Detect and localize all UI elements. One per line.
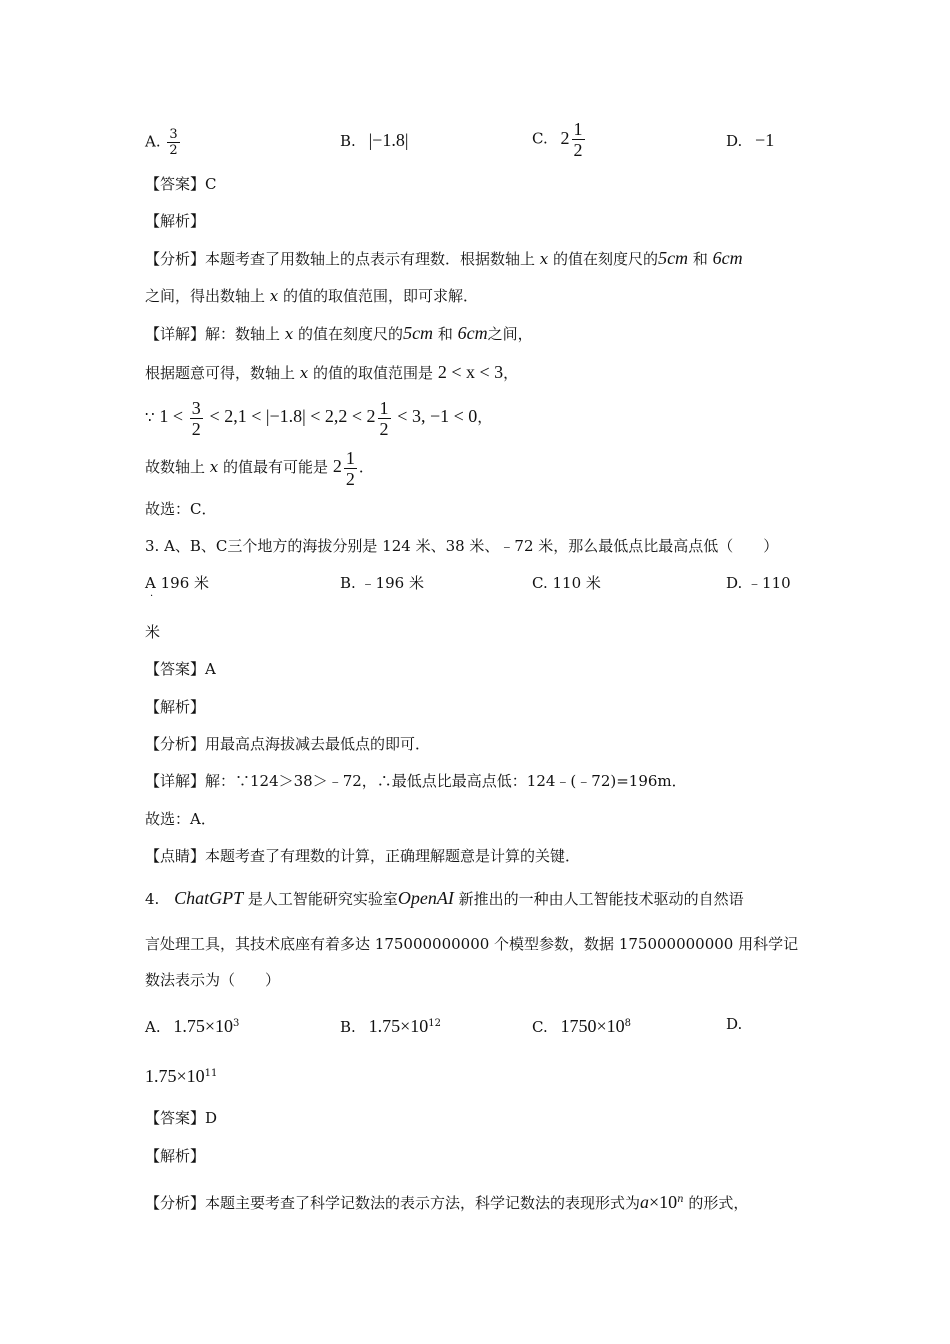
measure: 5cm bbox=[403, 323, 434, 343]
question-number: 4. bbox=[145, 890, 160, 908]
denominator: 2 bbox=[169, 143, 178, 158]
measure: 6cm bbox=[457, 323, 488, 343]
exponent: n bbox=[677, 1194, 684, 1205]
text: 的值在刻度尺的 bbox=[553, 250, 659, 268]
math-text: 1 < bbox=[159, 406, 183, 426]
text: 新推出的一种由人工智能技术驱动的自然语 bbox=[458, 890, 744, 908]
q3-answer: 【答案】A bbox=[145, 660, 216, 678]
q4-option-b bbox=[340, 1014, 441, 1037]
q4-stem-line2: 言处理工具，其技术底座有着多达 175000000000 个模型参数，数据 175000000000 用科学记 bbox=[145, 935, 799, 953]
q4-option-d bbox=[726, 1014, 742, 1034]
var-x: x bbox=[299, 364, 309, 382]
q3-option-c: C. 110 米 bbox=[532, 574, 601, 592]
text: 【分析】本题主要考查了科学记数法的表示方法，科学记数法的表现形式为 bbox=[145, 1194, 641, 1212]
because-symbol: ∵ bbox=[145, 408, 155, 426]
text: 之间，得出数轴上 bbox=[145, 287, 266, 305]
option-label: B. bbox=[340, 1018, 356, 1036]
option-label: A. bbox=[145, 132, 161, 151]
q2-detail-line bbox=[145, 323, 533, 344]
measure: 5cm bbox=[658, 248, 689, 268]
q3-choice: 故选：A． bbox=[145, 810, 216, 828]
fraction bbox=[572, 120, 585, 159]
text: 和 bbox=[437, 325, 453, 343]
var-a: a bbox=[640, 1192, 650, 1212]
option-value: −1 bbox=[755, 130, 775, 150]
text: 之间， bbox=[487, 325, 533, 343]
formula-base: ×10 bbox=[649, 1192, 678, 1212]
q3-comment: 【点睛】本题考查了有理数的计算，正确理解题意是计算的关键． bbox=[145, 847, 581, 865]
denominator: 2 bbox=[345, 468, 355, 489]
fraction bbox=[190, 399, 203, 438]
q2-choice: 故选：C． bbox=[145, 500, 217, 518]
q2-analysis-heading: 【解析】 bbox=[145, 212, 206, 230]
q2-range-line bbox=[145, 362, 518, 383]
option-base: 1.75×10 bbox=[173, 1016, 234, 1036]
q2-analysis-line1 bbox=[145, 248, 743, 269]
q4-stem-line3: 数法表示为（ ） bbox=[145, 971, 281, 989]
var-x: x bbox=[539, 250, 549, 268]
fraction bbox=[167, 128, 179, 157]
q2-compare-line bbox=[145, 396, 492, 438]
numerator: 1 bbox=[345, 447, 355, 468]
denominator: 2 bbox=[573, 140, 583, 160]
text: ， bbox=[477, 408, 493, 426]
q3-stem: 3. A、B、C三个地方的海拔分别是 124 米、38 米、﹣72 米，那么最低点比最高点低（ ） bbox=[145, 537, 779, 555]
var-x: x bbox=[269, 287, 279, 305]
text: 故数轴上 bbox=[145, 458, 206, 476]
var-x: x bbox=[284, 325, 294, 343]
text: 和 bbox=[692, 250, 708, 268]
text: 【详解】解：数轴上 bbox=[145, 325, 281, 343]
q2-option-b bbox=[340, 130, 408, 151]
text: 【分析】本题考查了用数轴上的点表示有理数．根据数轴上 bbox=[145, 250, 536, 268]
text: ， bbox=[503, 364, 519, 382]
q2-option-d bbox=[726, 130, 774, 151]
text: 是人工智能研究实验室 bbox=[247, 890, 398, 908]
q2-answer: 【答案】C bbox=[145, 175, 217, 193]
option-label: D. bbox=[726, 1015, 743, 1033]
mixed-whole: 2 bbox=[332, 456, 342, 476]
q4-option-d-value bbox=[145, 1064, 217, 1087]
exponent: 11 bbox=[204, 1068, 218, 1079]
q4-option-c bbox=[532, 1014, 631, 1037]
term-openai: OpenAI bbox=[397, 888, 454, 908]
option-base: 1750×10 bbox=[560, 1016, 625, 1036]
q3-option-d-continued: 米 bbox=[145, 623, 161, 641]
q3-analysis: 【分析】用最高点海拔减去最低点的即可． bbox=[145, 735, 431, 753]
q4-analysis-heading: 【解析】 bbox=[145, 1147, 206, 1165]
denominator: 2 bbox=[191, 418, 201, 439]
measure: 6cm bbox=[712, 248, 743, 268]
option-label: C. bbox=[532, 1018, 548, 1036]
q3-option-d: D. ﹣110 bbox=[726, 574, 791, 592]
q4-option-a bbox=[145, 1014, 239, 1037]
option-label: C. bbox=[532, 129, 548, 148]
mixed-whole: 2 bbox=[560, 127, 570, 148]
text: 的值的取值范围，即可求解． bbox=[283, 287, 479, 305]
q4-analysis bbox=[145, 1190, 748, 1213]
numerator: 3 bbox=[191, 397, 201, 418]
math-text: < 3, −1 < 0 bbox=[397, 406, 478, 426]
option-value: |−1.8| bbox=[368, 130, 409, 150]
fraction bbox=[378, 399, 391, 438]
q2-analysis-line2 bbox=[145, 286, 478, 306]
var-x: x bbox=[209, 458, 219, 476]
numerator: 1 bbox=[379, 397, 389, 418]
inequality: 2 < x < 3 bbox=[437, 362, 504, 382]
q3-detail: 【详解】解：∵124＞38＞﹣72，∴最低点比最高点低：124﹣(﹣72)=196m． bbox=[145, 772, 687, 790]
math-text: < 2,1 < |−1.8| < 2,2 < 2 bbox=[209, 406, 376, 426]
fraction bbox=[344, 449, 357, 488]
term-chatgpt: ChatGPT bbox=[174, 888, 244, 908]
text: 根据题意可得，数轴上 bbox=[145, 364, 296, 382]
q3-option-a: A 196 米 bbox=[145, 574, 209, 592]
text: 的形式， bbox=[688, 1194, 749, 1212]
q4-answer: 【答案】D bbox=[145, 1109, 218, 1127]
text: 的值的取值范围是 bbox=[313, 364, 434, 382]
option-label: D. bbox=[726, 132, 743, 150]
text: 的值最有可能是 bbox=[223, 458, 329, 476]
denominator: 2 bbox=[379, 418, 389, 439]
exponent: 12 bbox=[428, 1018, 441, 1029]
q2-option-c bbox=[532, 120, 587, 159]
q2-option-a bbox=[145, 128, 182, 157]
q4-stem-line1 bbox=[145, 888, 744, 909]
option-base: 1.75×10 bbox=[368, 1016, 429, 1036]
exponent: 3 bbox=[233, 1018, 240, 1029]
numerator: 1 bbox=[573, 119, 583, 139]
option-label: B. bbox=[340, 132, 356, 150]
text: ． bbox=[358, 458, 374, 476]
q3-analysis-heading: 【解析】 bbox=[145, 698, 206, 716]
exponent: 8 bbox=[624, 1018, 632, 1029]
text: 的值在刻度尺的 bbox=[298, 325, 404, 343]
numerator: 3 bbox=[169, 127, 178, 142]
q3-option-b: B. ﹣196 米 bbox=[340, 574, 424, 592]
q3-option-a-dot: · bbox=[150, 591, 154, 602]
option-label: A. bbox=[145, 1018, 161, 1036]
option-base: 1.75×10 bbox=[145, 1066, 205, 1086]
q2-conclusion-line bbox=[145, 446, 374, 488]
